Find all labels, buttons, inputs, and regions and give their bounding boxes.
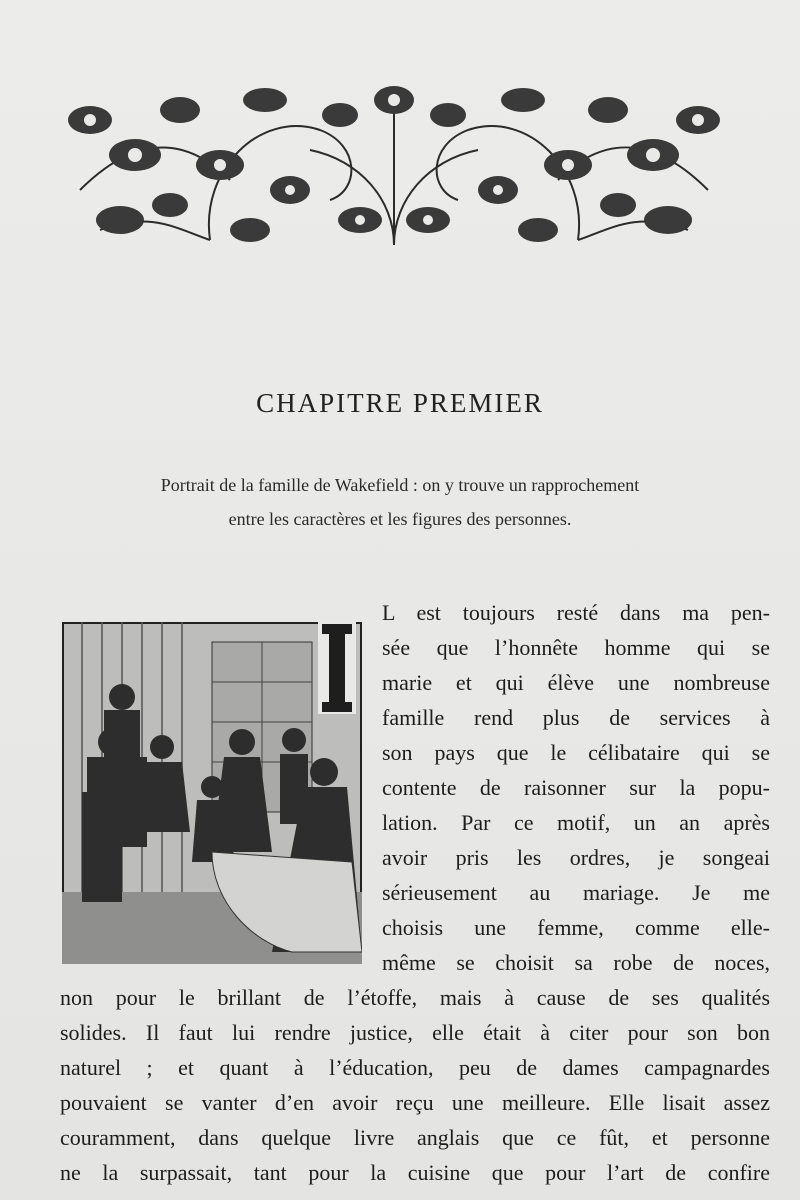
text-line: marie et qui élève une nombreuse (382, 670, 770, 695)
text-line: son pays que le célibataire qui se (382, 740, 770, 765)
floral-headpiece-ornament (60, 70, 728, 252)
text-line: ne la surpassait, tant pour la cuisine que pour l’art de confire (60, 1160, 770, 1185)
text-line: pouvaient se vanter d’en avoir reçu une meilleure. Elle lisait assez (60, 1090, 770, 1115)
text-line: solides. Il faut lui rendre justice, elle était à citer pour son bon (60, 1020, 770, 1045)
text-line: lation. Par ce motif, un an après (382, 810, 770, 835)
chapter-title: CHAPITRE PREMIER (256, 388, 544, 418)
dropcap-letter (318, 622, 356, 714)
text-line: choisis une femme, comme elle- (382, 915, 770, 940)
summary-line: Portrait de la famille de Wakefield : on y trouve un rapprochement (160, 475, 640, 495)
text-line: couramment, dans quelque livre anglais que ce fût, et personne (60, 1125, 770, 1150)
summary-line: entre les caractères et les figures des personnes. (228, 509, 572, 529)
text-line: non pour le brillant de l’étoffe, mais à cause de ses qualités (60, 985, 770, 1010)
text-line: famille rend plus de services à (382, 705, 770, 730)
text-line: même se choisit sa robe de noces, (382, 950, 770, 975)
text-line: naturel ; et quant à l’éducation, peu de dames campagnardes (60, 1055, 770, 1080)
text-line: sée que l’honnête homme qui se (382, 635, 770, 660)
text-line: L est toujours resté dans ma pen- (382, 600, 770, 625)
family-engraving-illustration (62, 622, 362, 964)
chapter-summary (100, 468, 700, 536)
text-line: avoir pris les ordres, je songeai (382, 845, 770, 870)
text-line: contente de raisonner sur la popu- (382, 775, 770, 800)
text-line: sérieusement au mariage. Je me (382, 880, 770, 905)
